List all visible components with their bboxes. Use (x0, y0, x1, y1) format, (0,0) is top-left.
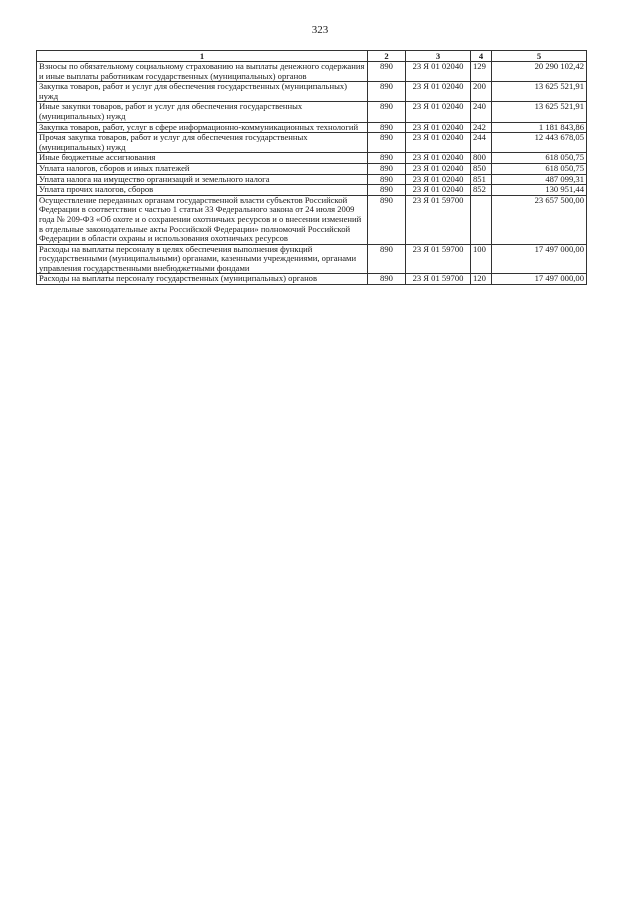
row-name: Иные бюджетные ассигнования (37, 153, 368, 164)
row-amount: 20 290 102,42 (492, 62, 587, 82)
row-expense-type: 244 (471, 133, 492, 153)
table-row (37, 102, 587, 122)
row-target-code: 23 Я 01 02040 (406, 174, 471, 185)
row-dept-code: 890 (368, 163, 406, 174)
row-expense-type: 851 (471, 174, 492, 185)
row-amount: 17 497 000,00 (492, 244, 587, 274)
table-row (37, 185, 587, 196)
row-dept-code: 890 (368, 185, 406, 196)
row-amount: 23 657 500,00 (492, 195, 587, 244)
row-dept-code: 890 (368, 102, 406, 122)
row-dept-code: 890 (368, 244, 406, 274)
row-dept-code: 890 (368, 122, 406, 133)
row-expense-type: 200 (471, 82, 492, 102)
row-name: Уплата налогов, сборов и иных платежей (37, 163, 368, 174)
row-dept-code: 890 (368, 174, 406, 185)
row-amount: 12 443 678,05 (492, 133, 587, 153)
table-row (37, 133, 587, 153)
row-name: Уплата налога на имущество организаций и земельного налога (37, 174, 368, 185)
row-dept-code: 890 (368, 82, 406, 102)
row-target-code: 23 Я 01 02040 (406, 122, 471, 133)
row-expense-type (471, 195, 492, 244)
column-header: 4 (471, 51, 492, 62)
row-target-code: 23 Я 01 02040 (406, 133, 471, 153)
row-target-code: 23 Я 01 02040 (406, 62, 471, 82)
row-amount: 130 951,44 (492, 185, 587, 196)
row-target-code: 23 Я 01 02040 (406, 163, 471, 174)
page-number: 323 (311, 24, 329, 36)
row-expense-type: 850 (471, 163, 492, 174)
table-row (37, 195, 587, 244)
row-dept-code: 890 (368, 133, 406, 153)
budget-table (36, 50, 587, 285)
row-amount: 618 050,75 (492, 163, 587, 174)
row-name: Иные закупки товаров, работ и услуг для обеспечения государственных (муниципальных) нужд (37, 102, 368, 122)
table-row (37, 163, 587, 174)
table-row (37, 62, 587, 82)
table-row (37, 153, 587, 164)
row-name: Расходы на выплаты персоналу в целях обеспечения выполнения функций государственными (муниципальными) органами, казенными учреждениями, органами управления государственными внебюджетными фондами (37, 244, 368, 274)
row-expense-type: 100 (471, 244, 492, 274)
table-row (37, 274, 587, 285)
row-name: Уплата прочих налогов, сборов (37, 185, 368, 196)
column-header: 3 (406, 51, 471, 62)
row-amount: 13 625 521,91 (492, 82, 587, 102)
header-row (37, 51, 587, 62)
row-dept-code: 890 (368, 274, 406, 285)
row-target-code: 23 Я 01 59700 (406, 244, 471, 274)
column-header: 2 (368, 51, 406, 62)
row-expense-type: 120 (471, 274, 492, 285)
row-target-code: 23 Я 01 02040 (406, 185, 471, 196)
table-row (37, 82, 587, 102)
row-target-code: 23 Я 01 59700 (406, 274, 471, 285)
row-amount: 13 625 521,91 (492, 102, 587, 122)
row-dept-code: 890 (368, 153, 406, 164)
column-header: 1 (37, 51, 368, 62)
row-dept-code: 890 (368, 62, 406, 82)
row-name: Взносы по обязательному социальному страхованию на выплаты денежного содержания и иные выплаты работникам государственных (муниципальных) органов (37, 62, 368, 82)
row-name: Расходы на выплаты персоналу государственных (муниципальных) органов (37, 274, 368, 285)
row-name: Закупка товаров, работ, услуг в сфере информационно-коммуникационных технологий (37, 122, 368, 133)
row-expense-type: 852 (471, 185, 492, 196)
row-amount: 618 050,75 (492, 153, 587, 164)
column-header: 5 (492, 51, 587, 62)
row-amount: 17 497 000,00 (492, 274, 587, 285)
row-expense-type: 129 (471, 62, 492, 82)
row-expense-type: 242 (471, 122, 492, 133)
row-target-code: 23 Я 01 02040 (406, 153, 471, 164)
row-name: Закупка товаров, работ и услуг для обеспечения государственных (муниципальных) нужд (37, 82, 368, 102)
table-row (37, 122, 587, 133)
row-expense-type: 240 (471, 102, 492, 122)
row-name: Прочая закупка товаров, работ и услуг для обеспечения государственных (муниципальных) нужд (37, 133, 368, 153)
row-amount: 1 181 843,86 (492, 122, 587, 133)
table-row (37, 244, 587, 274)
row-amount: 487 099,31 (492, 174, 587, 185)
row-target-code: 23 Я 01 59700 (406, 195, 471, 244)
row-expense-type: 800 (471, 153, 492, 164)
row-target-code: 23 Я 01 02040 (406, 102, 471, 122)
row-name: Осуществление переданных органам государственной власти субъектов Российской Федерации в соответствии с частью 1 статьи 33 Федерального закона от 24 июля 2009 года № 209-ФЗ «Об охоте и о сохранении охотничьих ресурсов и о внесении изменений в отдельные законодательные акты Российской Федерации» полномочий Российской Федерации в области охраны и использования охотничьих ресурсов (37, 195, 368, 244)
row-target-code: 23 Я 01 02040 (406, 82, 471, 102)
row-dept-code: 890 (368, 195, 406, 244)
table-row (37, 174, 587, 185)
